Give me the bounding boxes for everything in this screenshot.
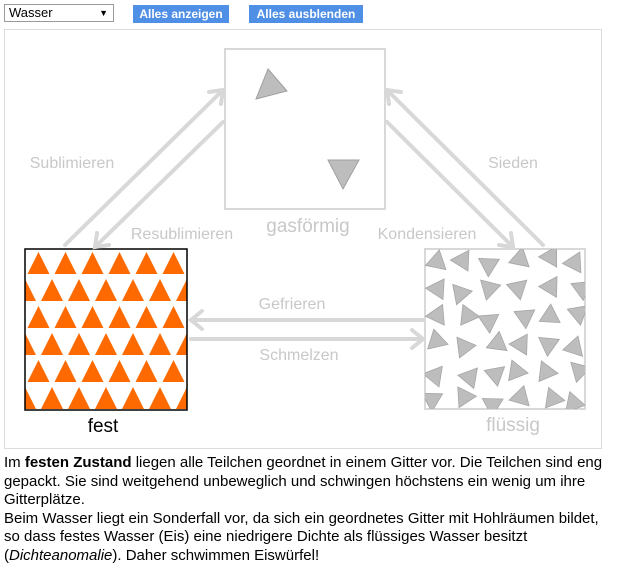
solid-particle xyxy=(5,279,9,301)
solid-particle xyxy=(190,252,212,274)
solid-particle xyxy=(5,360,23,382)
resublimation-label: Resublimieren xyxy=(130,226,234,243)
solid-particle xyxy=(190,360,212,382)
solid-particle xyxy=(5,387,9,409)
description-text: ). Daher schwimmen Eiswürfel! xyxy=(112,546,320,564)
chevron-down-icon: ▼ xyxy=(99,8,108,18)
show-all-button[interactable]: Alles anzeigen xyxy=(133,5,229,23)
solid-particle xyxy=(163,252,185,274)
condensation-label: Kondensieren xyxy=(377,226,477,243)
solid-particle xyxy=(122,387,144,409)
solid-particle xyxy=(109,252,131,274)
liquid-state-label: flüssig xyxy=(486,415,540,436)
solid-particle xyxy=(122,279,144,301)
solid-particle xyxy=(41,387,63,409)
solid-particle xyxy=(68,387,90,409)
solid-particle xyxy=(217,360,239,382)
solid-particle xyxy=(68,333,90,355)
solid-particle xyxy=(55,252,77,274)
solid-particle xyxy=(28,252,50,274)
solid-particle xyxy=(136,252,158,274)
description-emphasis: festen Zustand xyxy=(24,454,132,471)
solid-particle xyxy=(149,279,171,301)
hide-all-button[interactable]: Alles ausblenden xyxy=(249,5,363,23)
solid-particle xyxy=(95,279,117,301)
liquid-state-box[interactable] xyxy=(422,246,592,416)
solid-particle xyxy=(28,360,50,382)
phase-diagram xyxy=(4,29,602,449)
solid-particle xyxy=(163,360,185,382)
solid-particle xyxy=(95,333,117,355)
solid-particle xyxy=(109,306,131,328)
solid-particle xyxy=(82,252,104,274)
sublimation-label: Sublimieren xyxy=(29,155,115,172)
substance-select[interactable] xyxy=(4,4,114,22)
solid-particle xyxy=(5,333,9,355)
solid-particle xyxy=(109,360,131,382)
solid-state-label: fest xyxy=(87,416,119,437)
gas-state-label: gasförmig xyxy=(266,216,350,237)
solid-particle xyxy=(149,333,171,355)
solid-particle xyxy=(82,306,104,328)
solid-particle xyxy=(217,306,239,328)
gas-state-box[interactable] xyxy=(225,49,385,209)
solid-particle xyxy=(95,387,117,409)
description-term: Dichteanomalie xyxy=(9,546,113,564)
melting-arrow[interactable] xyxy=(191,330,423,348)
solid-particle xyxy=(82,360,104,382)
solid-particle xyxy=(28,306,50,328)
solid-particle xyxy=(5,252,23,274)
solid-particle xyxy=(136,360,158,382)
freezing-arrow[interactable] xyxy=(191,311,423,329)
description-paragraph-1 xyxy=(4,454,604,510)
description-text: Im xyxy=(4,454,25,471)
solid-particle xyxy=(122,333,144,355)
solid-particle xyxy=(41,333,63,355)
solid-particle xyxy=(217,252,239,274)
description-text: liegen alle Teilchen geordnet in einem Gitter vor. Die Teilchen sind eng gepackt. Sie sind weitgehend unbeweglich und schwingen höchstens ein wenig um ihre Gitterplätze. xyxy=(4,454,603,508)
solid-particle xyxy=(5,306,23,328)
solid-particle xyxy=(163,306,185,328)
solid-particle xyxy=(203,387,225,409)
melting-label: Schmelzen xyxy=(259,347,339,364)
solid-particle xyxy=(203,333,225,355)
solid-particle xyxy=(149,387,171,409)
solid-particle xyxy=(136,306,158,328)
solid-particle xyxy=(68,279,90,301)
substance-select-value: Wasser xyxy=(9,5,53,20)
boiling-label: Sieden xyxy=(488,155,538,172)
solid-particle xyxy=(203,279,225,301)
freezing-label: Gefrieren xyxy=(258,296,326,313)
description-text: Beim Wasser liegt ein Sonderfall vor, da sich ein geordnetes Gitter mit Hohlräumen bildet, so dass festes Wasser (Eis) eine niedrigere Dichte als flüssiges Wasser besitzt ( xyxy=(4,509,599,564)
solid-particle xyxy=(55,306,77,328)
description-paragraph-2 xyxy=(4,510,604,566)
solid-particle xyxy=(55,360,77,382)
state-description xyxy=(4,454,604,565)
solid-particle xyxy=(41,279,63,301)
